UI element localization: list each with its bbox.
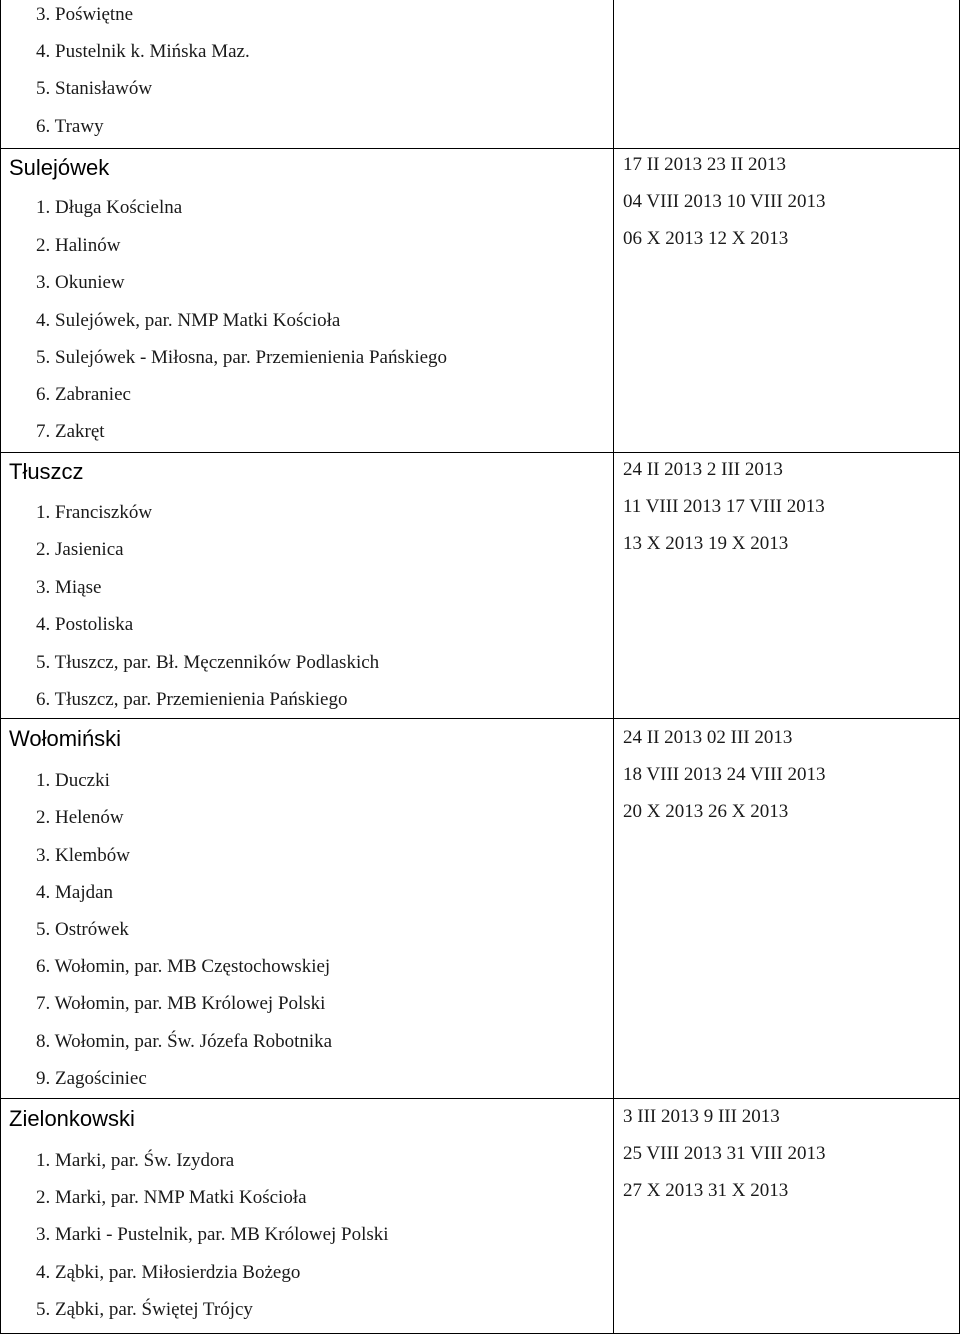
list-item: 6. Zabraniec [36, 384, 131, 405]
list-item: 6. Wołomin, par. MB Częstochowskiej [36, 956, 331, 977]
date-range: 04 VIII 2013 10 VIII 2013 [623, 191, 826, 212]
table-row [1, 452, 959, 719]
list-item: 8. Wołomin, par. Św. Józefa Robotnika [36, 1031, 333, 1052]
parish-cell [1, 0, 614, 148]
list-item: 1. Marki, par. Św. Izydora [36, 1150, 235, 1171]
date-range: 11 VIII 2013 17 VIII 2013 [623, 496, 825, 517]
list-item: 1. Duczki [36, 770, 110, 791]
list-item: 2. Helenów [36, 807, 124, 828]
list-item: 5. Ząbki, par. Świętej Trójcy [36, 1299, 253, 1320]
deanery-heading: Sulejówek [9, 155, 110, 180]
parish-cell [1, 719, 614, 1099]
date-range: 24 II 2013 2 III 2013 [623, 459, 783, 480]
table-row [1, 148, 959, 453]
list-item: 4. Sulejówek, par. NMP Matki Kościoła [36, 310, 341, 331]
parish-cell [1, 1099, 614, 1334]
list-item: 5. Ostrówek [36, 919, 129, 940]
list-item: 4. Pustelnik k. Mińska Maz. [36, 41, 250, 62]
dates-cell [614, 0, 959, 148]
list-item: 2. Halinów [36, 235, 121, 256]
list-item: 4. Postoliska [36, 614, 134, 635]
date-range: 17 II 2013 23 II 2013 [623, 154, 787, 175]
list-item: 7. Wołomin, par. MB Królowej Polski [36, 993, 326, 1014]
dates-cell [614, 1099, 959, 1334]
date-range: 06 X 2013 12 X 2013 [623, 228, 789, 249]
list-item: 9. Zagościniec [36, 1068, 147, 1089]
list-item: 3. Marki - Pustelnik, par. MB Królowej Polski [36, 1224, 389, 1245]
date-range: 24 II 2013 02 III 2013 [623, 727, 793, 748]
list-item: 3. Miąse [36, 577, 102, 598]
dates-cell [614, 149, 959, 453]
date-range: 18 VIII 2013 24 VIII 2013 [623, 764, 826, 785]
dates-cell [614, 719, 959, 1099]
list-item: 4. Ząbki, par. Miłosierdzia Bożego [36, 1262, 301, 1283]
dates-cell [614, 453, 959, 719]
list-item: 1. Franciszków [36, 502, 153, 523]
date-range: 27 X 2013 31 X 2013 [623, 1180, 789, 1201]
list-item: 3. Okuniew [36, 272, 125, 293]
deanery-heading: Tłuszcz [9, 459, 84, 484]
list-item: 3. Poświętne [36, 4, 134, 25]
list-item: 3. Klembów [36, 845, 130, 866]
list-item: 5. Sulejówek - Miłosna, par. Przemienienia Pańskiego [36, 347, 448, 368]
date-range: 20 X 2013 26 X 2013 [623, 801, 789, 822]
list-item: 1. Długa Kościelna [36, 197, 183, 218]
list-item: 2. Jasienica [36, 539, 124, 560]
list-item: 5. Tłuszcz, par. Bł. Męczenników Podlaskich [36, 652, 380, 673]
parish-cell [1, 453, 614, 719]
list-item: 4. Majdan [36, 882, 114, 903]
date-range: 3 III 2013 9 III 2013 [623, 1106, 780, 1127]
list-item: 6. Trawy [36, 116, 104, 137]
table-row [1, 1098, 959, 1334]
list-item: 2. Marki, par. NMP Matki Kościoła [36, 1187, 307, 1208]
list-item: 7. Zakręt [36, 421, 105, 442]
parish-cell [1, 149, 614, 453]
list-item: 6. Tłuszcz, par. Przemienienia Pańskiego [36, 689, 348, 710]
deanery-heading: Wołomiński [9, 726, 122, 751]
date-range: 25 VIII 2013 31 VIII 2013 [623, 1143, 826, 1164]
table-row [1, 718, 959, 1099]
list-item: 5. Stanisławów [36, 78, 153, 99]
date-range: 13 X 2013 19 X 2013 [623, 533, 789, 554]
table-row [1, 0, 959, 148]
deanery-heading: Zielonkowski [9, 1106, 135, 1131]
